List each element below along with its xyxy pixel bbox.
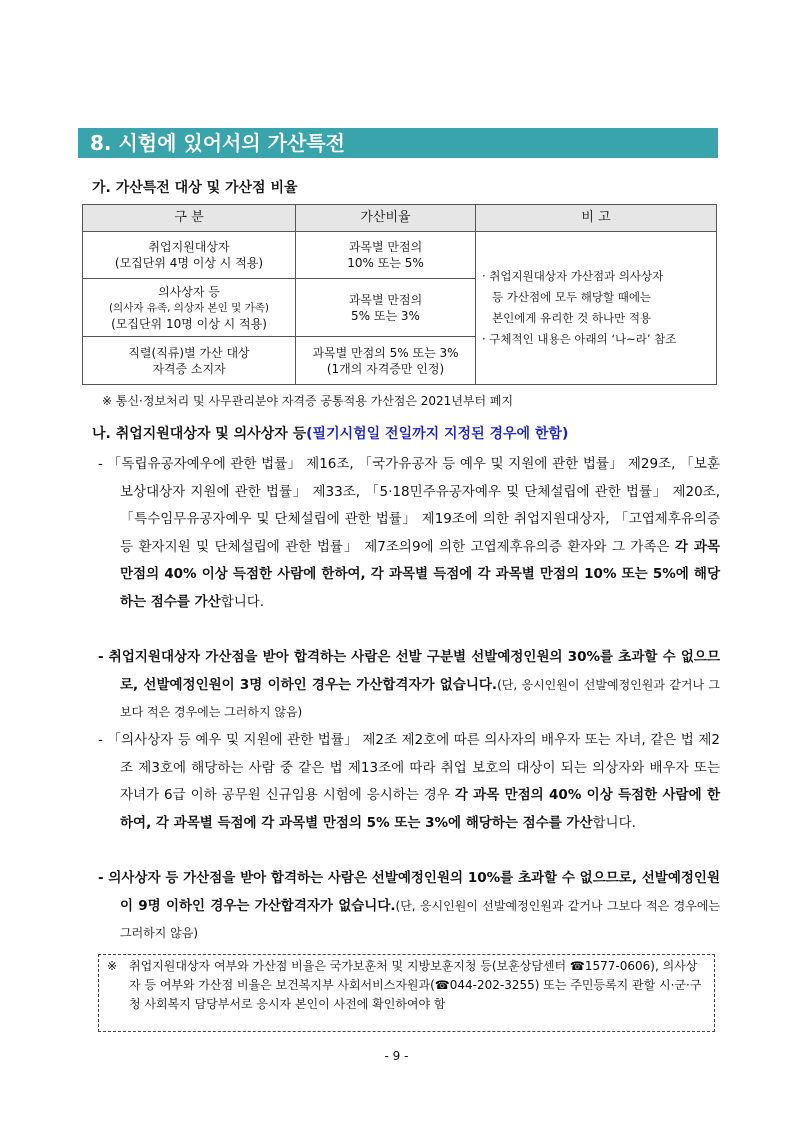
paragraph-veterans-limit: - 취업지원대상자 가산점을 받아 합격하는 사람은 선발 구분별 선발예정인원의 30%를 초과할 수 없으므로, 선발예정인원이 3명 이하인 경우는 가산합격자가 없습니다.(단, 응시인원이 선발예정인원과 같거나 그보다 적은 경우에는 그러하지 않음) [98, 649, 721, 719]
section-title: 8. 시험에 있어서의 가산특전 [78, 128, 718, 158]
paragraph-veterans: - 「독립유공자예우에 관한 법률」 제16조, 「국가유공자 등 예우 및 지원에 관한 법률」 제29조, 「보훈보상대상자 지원에 관한 법률」 제33조, 「5·18민주유공자예우 및 단체설립에 관한 법률」 제20조, 「특수임무유공자예우 및 단체설립에 관한 법률」 제19조에 의한 취업지원대상자, 「고엽제후유의증 등 환자지원 및 단체설립에 관한 법률」 제7조의9에 의한 고엽제후유의증 환자와 그 가족은 각 과목 만점의 40% 이상 득점한 사람에 한하여, 각 과목별 득점에 각 과목별 만점의 10% 또는 5%에 해당하는 점수를 가산합니다. [98, 456, 720, 610]
subsection-b-highlight: (필기시험일 전일까지 지정된 경우에 한함) [306, 426, 569, 442]
notice-mark: ※ [107, 959, 118, 973]
paragraph-injured-limit: - 의사상자 등 가산점을 받아 합격하는 사람은 선발예정인원의 10%를 초과할 수 없으므로, 선발예정인원이 9명 이하인 경우는 가산합격자가 없습니다.(단, 응시인원이 선발예정인원과 같거나 그보다 적은 경우에는 그러하지 않음) [98, 870, 720, 940]
table-row [83, 232, 717, 279]
page-number: - 9 - [384, 1049, 409, 1063]
header-ratio: 가산비율 [296, 205, 476, 232]
subsection-b-title: 나. 취업지원대상자 및 의사상자 등 [92, 426, 307, 442]
bonus-table [82, 204, 717, 385]
table-header-row [83, 205, 717, 232]
subsection-a-heading: 가. 가산특전 대상 및 가산점 비율 [92, 180, 298, 196]
ratio-cell: 과목별 만점의 5% 또는 3% [296, 279, 476, 337]
notice-text: 취업지원대상자 여부와 가산점 비율은 국가보훈처 및 지방보훈지청 등(보훈상담센터 ☎1577-0606), 의사상자 등 여부와 가산점 비율은 보건복지부 사회서비스자원과(☎044-202-3255) 또는 주민등록지 관할 시·군·구청 사회복지 담당부서로 응시자 본인이 사전에 확인하여야 함 [129, 959, 702, 1011]
category-cell: 의사상자 등 (의사자 유족, 의상자 본인 및 가족) (모집단위 10명 이상 시 적용) [83, 279, 296, 337]
category-cell: 취업지원대상자 (모집단위 4명 이상 시 적용) [83, 232, 296, 279]
paragraph-injured: - 「의사상자 등 예우 및 지원에 관한 법률」 제2조 제2호에 따른 의사자의 배우자 또는 자녀, 같은 법 제2조 제3호에 해당하는 사람 중 같은 법 제13조에 따라 취업 보호의 대상이 되는 의상자와 배우자 또는 자녀가 6급 이하 공무원 신규임용 시험에 응시하는 경우 각 과목 만점의 40% 이상 득점한 사람에 한하여, 각 과목별 득점에 각 과목별 만점의 5% 또는 3%에 해당하는 점수를 가산합니다. [98, 732, 721, 831]
ratio-cell: 과목별 만점의 10% 또는 5% [296, 232, 476, 279]
table-footnote: ※ 통신·정보처리 및 사무관리분야 자격증 공통적용 가산점은 2021년부터 폐지 [102, 394, 514, 408]
header-category: 구 분 [83, 205, 296, 232]
subsection-b-heading [92, 423, 568, 443]
header-note: 비 고 [476, 205, 717, 232]
ratio-cell: 과목별 만점의 5% 또는 3% (1개의 자격증만 인정) [296, 337, 476, 385]
category-cell: 직렬(직류)별 가산 대상 자격증 소지자 [83, 337, 296, 385]
contact-notice-box [98, 954, 715, 1032]
note-cell: · 취업지원대상자 가산점과 의사상자 등 가산점에 모두 해당할 때에는 본인에게 유리한 것 하나만 적용 · 구체적인 내용은 아래의 ‘나~라’ 참조 [476, 232, 717, 385]
